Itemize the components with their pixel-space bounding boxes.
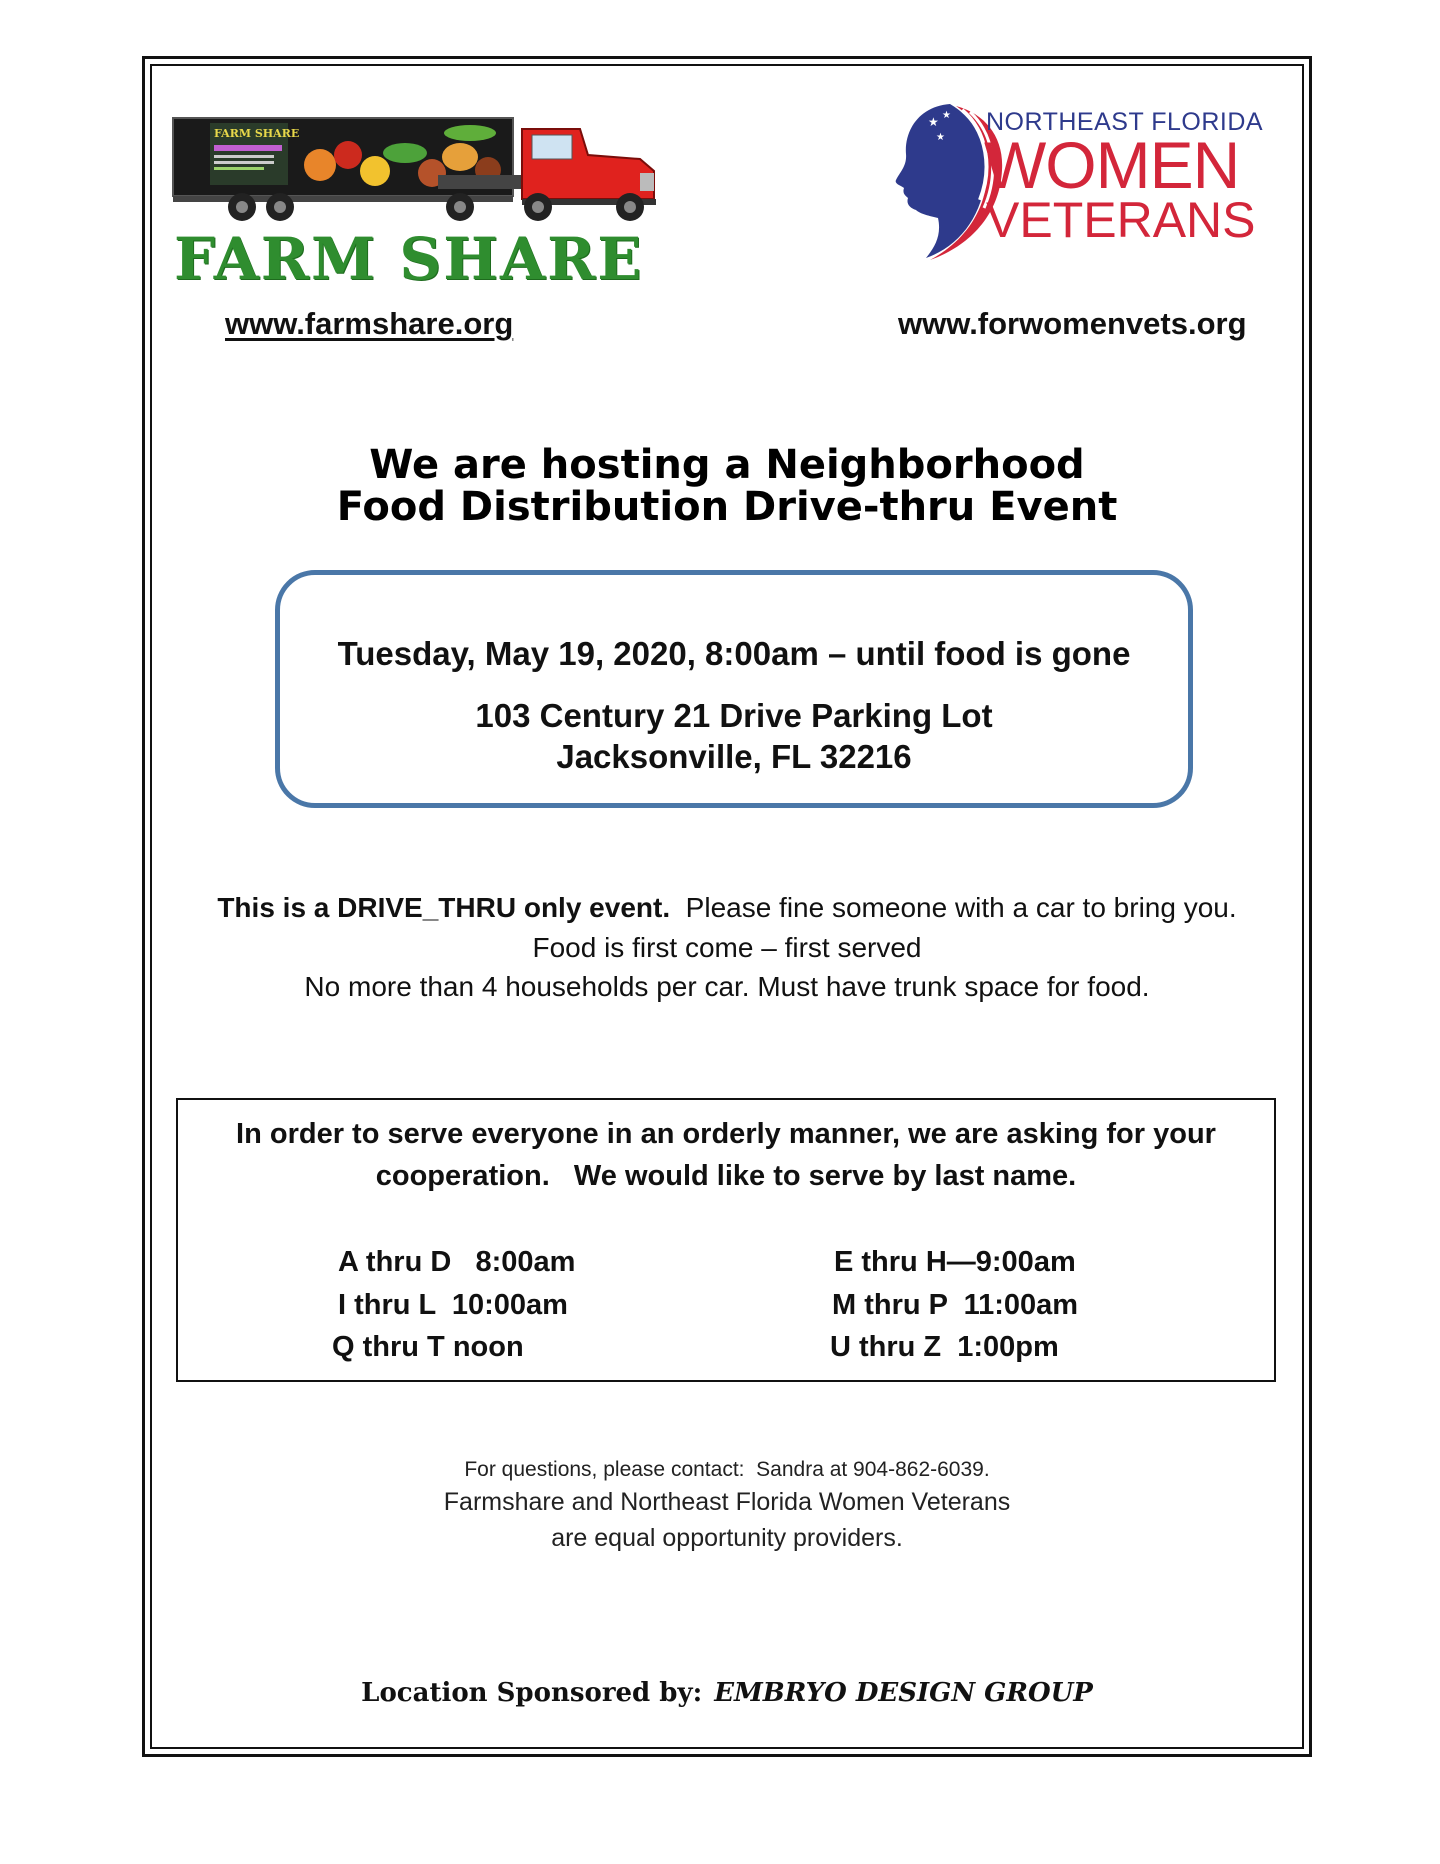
women-veterans-line1: NORTHEAST FLORIDA <box>986 108 1264 136</box>
event-date: Tuesday, May 19, 2020, 8:00am – until food is gone <box>337 635 1131 672</box>
truck-icon <box>170 115 660 225</box>
event-address-line1: 103 Century 21 Drive Parking Lot <box>475 697 993 734</box>
providers-line2: are equal opportunity providers. <box>551 1524 903 1552</box>
women-veterans-logo <box>890 96 1270 266</box>
contact-line: For questions, please contact: Sandra at 904-862-6039. <box>464 1458 990 1481</box>
farmshare-logo <box>170 115 660 293</box>
info-line3: No more than 4 households per car. Must have trunk space for food. <box>304 971 1150 1002</box>
farmshare-url-link[interactable]: www.farmshare.org <box>225 306 514 341</box>
women-veterans-line3: VETERANS <box>986 192 1256 248</box>
event-headline <box>150 444 1304 528</box>
women-veterans-line2: WOMEN <box>984 128 1240 202</box>
headline-line1: We are hosting a Neighborhood <box>369 442 1085 488</box>
sponsor-label: Location Sponsored by: <box>361 1678 703 1708</box>
schedule-slot: A thru D 8:00am <box>338 1246 576 1278</box>
schedule-slot: M thru P 11:00am <box>832 1289 1079 1321</box>
schedule-intro-line1: In order to serve everyone in an orderly manner, we are asking for your <box>236 1118 1216 1150</box>
schedule-slot: I thru L 10:00am <box>338 1289 568 1321</box>
schedule-slot: U thru Z 1:00pm <box>830 1331 1059 1363</box>
headline-line2: Food Distribution Drive-thru Event <box>336 484 1118 530</box>
event-details-box <box>275 570 1193 808</box>
sponsor-name: EMBRYO DESIGN GROUP <box>714 1678 1093 1708</box>
info-line2: Food is first come – first served <box>532 932 922 963</box>
svg-text:★: ★ <box>928 115 939 129</box>
event-address-line2: Jacksonville, FL 32216 <box>556 738 912 775</box>
womenvets-url-link[interactable]: www.forwomenvets.org <box>898 306 1247 341</box>
serving-schedule-box <box>176 1098 1276 1382</box>
svg-text:★: ★ <box>936 132 945 143</box>
farmshare-wordmark: FARM SHARE <box>174 225 644 293</box>
svg-text:★: ★ <box>942 110 951 121</box>
info-line1 <box>150 892 1304 924</box>
schedule-slot: E thru H—9:00am <box>834 1246 1076 1278</box>
drive-thru-notice: This is a DRIVE_THRU only event. <box>217 892 671 923</box>
schedule-slot: Q thru T noon <box>332 1331 524 1363</box>
schedule-intro-line2: cooperation. We would like to serve by last name. <box>375 1160 1077 1192</box>
location-sponsor <box>150 1678 1304 1708</box>
svg-text:FARM SHARE: FARM SHARE <box>214 127 300 140</box>
providers-line1: Farmshare and Northeast Florida Women Veterans <box>443 1488 1011 1516</box>
info-line1-rest: Please fine someone with a car to bring you. <box>670 892 1237 923</box>
